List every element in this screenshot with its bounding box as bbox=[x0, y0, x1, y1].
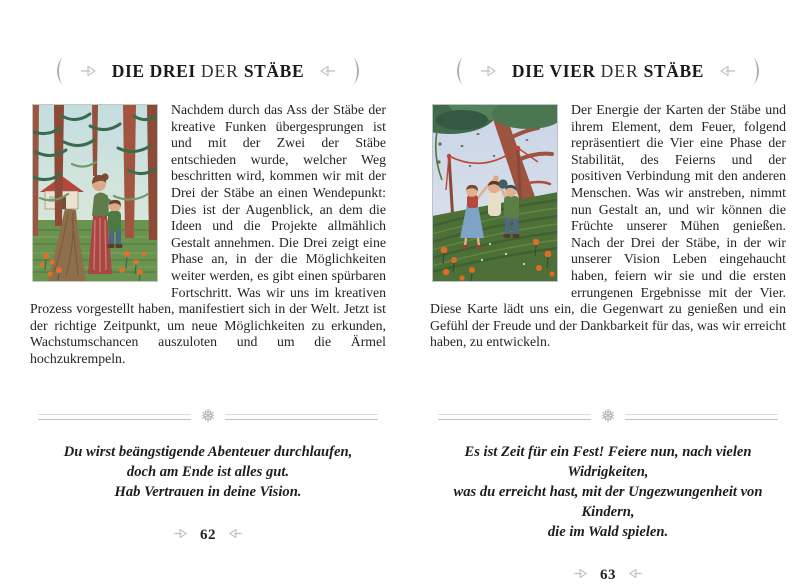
section-divider bbox=[438, 408, 778, 426]
card-meaning-text: Der Energie der Karten der Stäbe und ihrem Element, dem Feuer, folgend repräsentiert die Vier eine Phase der Stabilität, des Feierns und der positiven Verbindung mit den anderen Menschen. Was wir anstreben, nimmt nun Gestalt an, und wir können die Früchte unserer Mühen genießen. Nach der Drei der Stäbe, in der wir unserer Vision Leben eingehaucht haben, feiern wir sie und die ersten errungenen Ergebnisse mit der Vier. Diese Karte lädt uns ein, die Gegenwart zu genießen und ein Gefühl der Freude und der Dankbarkeit für das, was wir erreicht haben, zu entwickeln. bbox=[430, 102, 786, 350]
divider-line-right bbox=[625, 414, 778, 420]
title-main: DIE DREI bbox=[111, 60, 196, 81]
divider-line-right bbox=[225, 414, 378, 420]
page-title bbox=[112, 61, 304, 82]
quote-line: was du erreicht hast, mit der Ungezwungenheit von Kindern, bbox=[453, 484, 763, 520]
title-main: DIE VIER bbox=[511, 60, 596, 81]
crescent-moon-left-icon bbox=[452, 55, 465, 87]
quote-line: Es ist Zeit für ein Fest! Feiere nun, nach vielen Widrigkeiten, bbox=[464, 444, 752, 480]
three-of-wands-card-illustration bbox=[32, 104, 158, 282]
arrow-left-icon bbox=[628, 566, 643, 584]
title-mid: DER bbox=[200, 60, 239, 81]
divider-line-left bbox=[38, 414, 191, 420]
arrow-left-icon bbox=[228, 526, 243, 544]
crescent-moon-right-icon bbox=[751, 55, 764, 87]
page-number-row bbox=[430, 566, 786, 584]
four-of-wands-card-illustration bbox=[432, 104, 558, 282]
title-end: STÄBE bbox=[643, 60, 705, 81]
quote-line: Du wirst beängstigende Abenteuer durchlaufen, bbox=[63, 444, 353, 460]
left-page-body bbox=[30, 102, 386, 382]
card-quote bbox=[430, 442, 786, 542]
page-number: 62 bbox=[200, 526, 216, 543]
crescent-moon-right-icon bbox=[351, 55, 364, 87]
arrow-left-icon bbox=[719, 65, 736, 77]
right-page-body bbox=[430, 102, 786, 382]
quote-line: die im Wald spielen. bbox=[547, 524, 669, 540]
title-mid: DER bbox=[600, 60, 639, 81]
page-number-row bbox=[30, 526, 386, 544]
section-divider bbox=[38, 408, 378, 426]
card-meaning-text: Nachdem durch das Ass der Stäbe der kreative Funken übergesprungen ist und mit der Zwei der Stäbe entschieden wurde, welcher Weg beschritten wird, kommen wir mit der Drei der Stäbe an einen Wendepunkt: Dies ist der Augenblick, an dem die Ideen und die Projekte allmählich Gestalt annehmen. Die Drei zeigt eine Phase an, in der die Möglichkeiten weiter werden, es gibt einen spürbaren Fortschritt. Was wir uns im kreativen Prozess vorgestellt haben, manifestiert sich in der Welt. Jetzt ist der richtige Zeitpunkt, um neue Möglichkeiten zu erkunden, Wachstumschancen auszuloten und um die Ärmel hochzukrempeln. bbox=[30, 102, 386, 366]
arrow-right-icon bbox=[80, 65, 97, 77]
arrow-left-icon bbox=[319, 65, 336, 77]
quote-line: Hab Vertrauen in deine Vision. bbox=[114, 484, 302, 500]
page-number: 63 bbox=[600, 566, 616, 583]
arrow-right-icon bbox=[480, 65, 497, 77]
crescent-moon-left-icon bbox=[52, 55, 65, 87]
card-quote bbox=[30, 442, 386, 502]
left-page-header bbox=[30, 54, 386, 88]
arrow-right-icon bbox=[573, 566, 588, 584]
snowflake-ornament-icon: ❅ bbox=[200, 406, 216, 427]
page-title bbox=[512, 61, 704, 82]
divider-line-left bbox=[438, 414, 591, 420]
right-page bbox=[430, 54, 786, 584]
snowflake-ornament-icon: ❅ bbox=[600, 406, 616, 427]
right-page-header bbox=[430, 54, 786, 88]
quote-line: doch am Ende ist alles gut. bbox=[126, 464, 290, 480]
left-page bbox=[30, 54, 386, 544]
title-end: STÄBE bbox=[243, 60, 305, 81]
arrow-right-icon bbox=[173, 526, 188, 544]
